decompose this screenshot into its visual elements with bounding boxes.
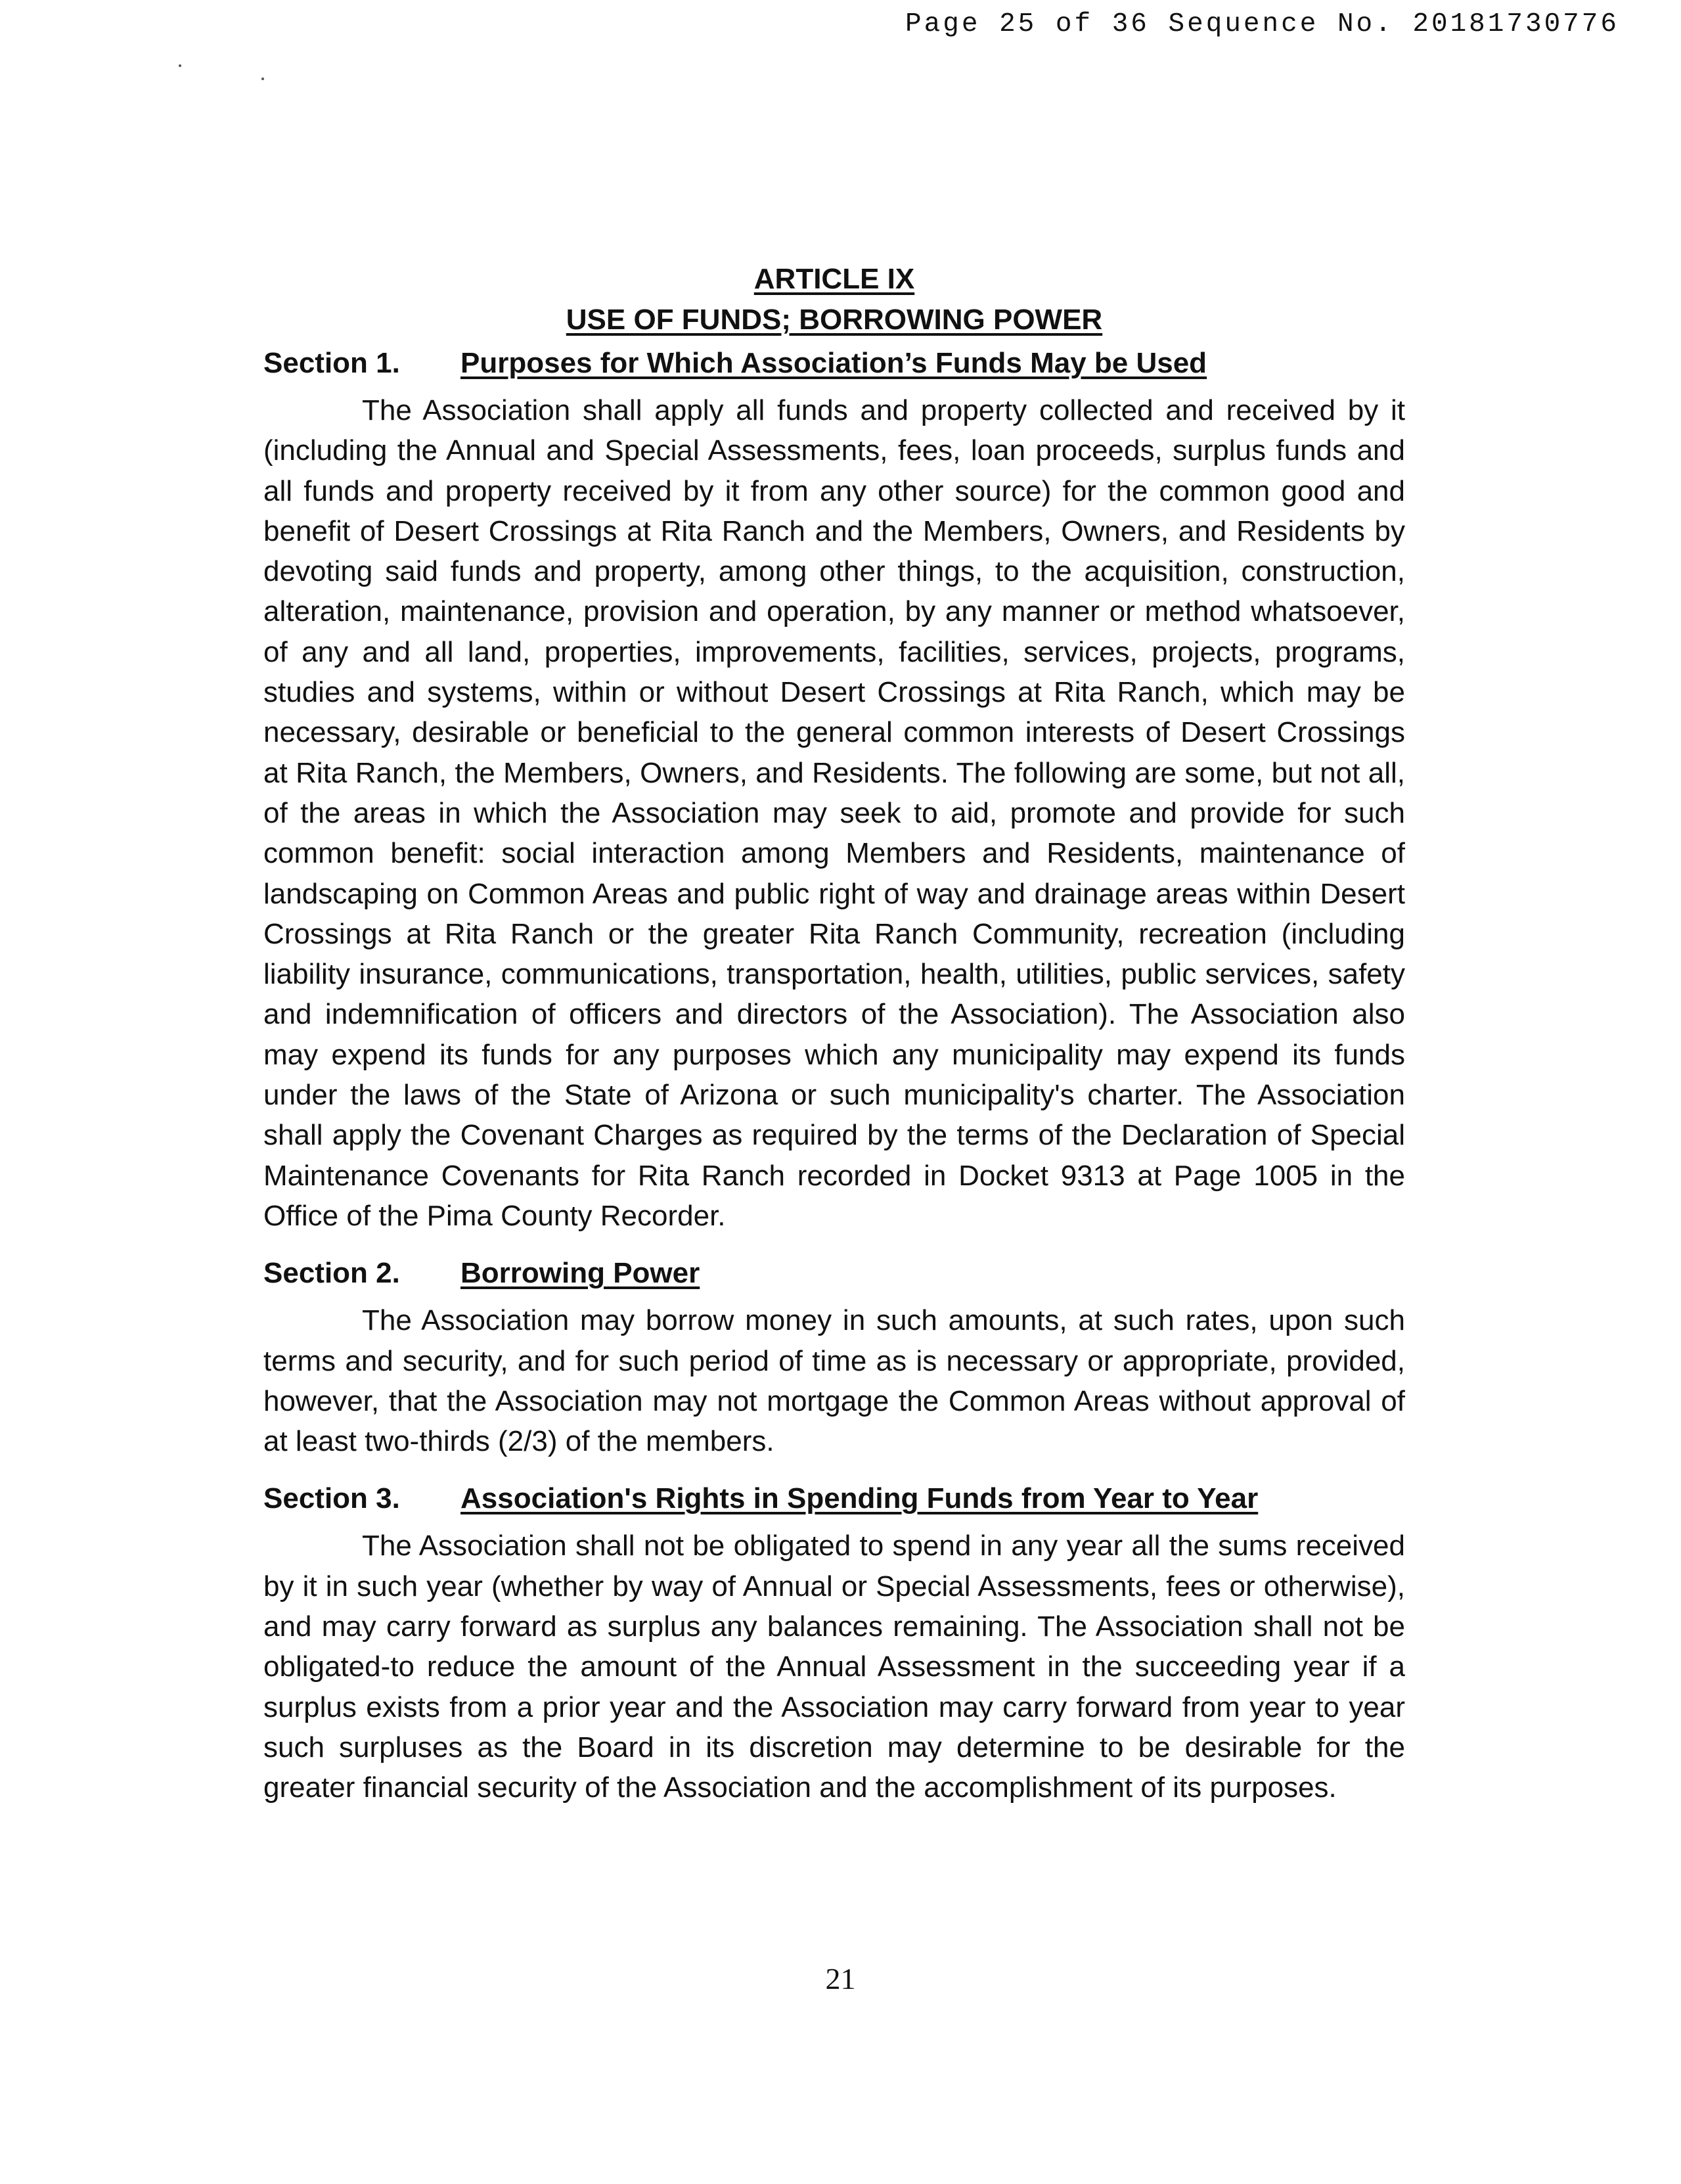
article-title: USE OF FUNDS; BORROWING POWER xyxy=(566,304,1103,336)
header-stamp: Page 25 of 36 Sequence No. 20181730776 xyxy=(905,9,1619,39)
section-1-body: The Association shall apply all funds and property collected and received by it (including the Annual and Special Assessments, fees, loan proceeds, surplus funds and all funds and property received by it from any other source) for the common good and benefit of Desert Crossings at Rita Ranch and the Members, Owners, and Residents by devoting said funds and property, among other things, to the acquisition, construction, alteration, maintenance, provision and operation, by any manner or method whatsoever, of any and all land, properties, improvements, facilities, services, projects, programs, studies and systems, within or without Desert Crossings at Rita Ranch, which may be necessary, desirable or beneficial to the general common interests of Desert Crossings at Rita Ranch, the Members, Owners, and Residents. The following are some, but not all, of the areas in which the Association may seek to aid, promote and provide for such common benefit: social interaction among Members and Residents, maintenance of landscaping on Common Areas and public right of way and drainage areas within Desert Crossings at Rita Ranch or the greater Rita Ranch Community, recreation (including liability insurance, communications, transportation, health, utilities, public services, safety and indemnification of officers and directors of the Association). The Association also may expend its funds for any purposes which any municipality may expend its funds under the laws of the State of Arizona or such municipality's charter. The Association shall apply the Covenant Charges as required by the terms of the Declaration of Special Maintenance Covenants for Rita Ranch recorded in Docket 9313 at Page 1005 in the Office of the Pima County Recorder. xyxy=(263,394,1405,1232)
section-2-heading xyxy=(263,1253,1405,1294)
document-body xyxy=(263,259,1405,1808)
section-3-number: Section 3. xyxy=(263,1482,400,1515)
section-1-number: Section 1. xyxy=(263,347,400,379)
section-1-title: Purposes for Which Association’s Funds May be Used xyxy=(460,347,1207,379)
section-1-heading xyxy=(263,343,1405,384)
scan-speck xyxy=(261,78,264,80)
section-2-body: The Association may borrow money in such amounts, at such rates, upon such terms and security, and for such period of time as is necessary or appropriate, provided, however, that the Association may not mortgage the Common Areas without approval of at least two-thirds (2/3) of the members. xyxy=(263,1304,1405,1458)
article-number: ARTICLE IX xyxy=(753,263,915,295)
section-2-number: Section 2. xyxy=(263,1257,400,1290)
section-3-title: Association's Rights in Spending Funds from Year to Year xyxy=(460,1482,1259,1515)
section-3-body: The Association shall not be obligated to spend in any year all the sums received by it in such year (whether by way of Annual or Special Assessments, fees or otherwise), and may carry forward as surplus any balances remaining. The Association shall not be obligated-to reduce the amount of the Annual Assessment in the succeeding year if a surplus exists from a prior year and the Association may carry forward from year to year such surpluses as the Board in its discretion may determine to be desirable for the greater financial security of the Association and the accomplishment of its purposes. xyxy=(263,1530,1405,1804)
page-number: 21 xyxy=(825,1962,856,1995)
section-2-title: Borrowing Power xyxy=(460,1257,700,1290)
section-3-heading xyxy=(263,1478,1405,1519)
scan-speck xyxy=(179,64,181,67)
